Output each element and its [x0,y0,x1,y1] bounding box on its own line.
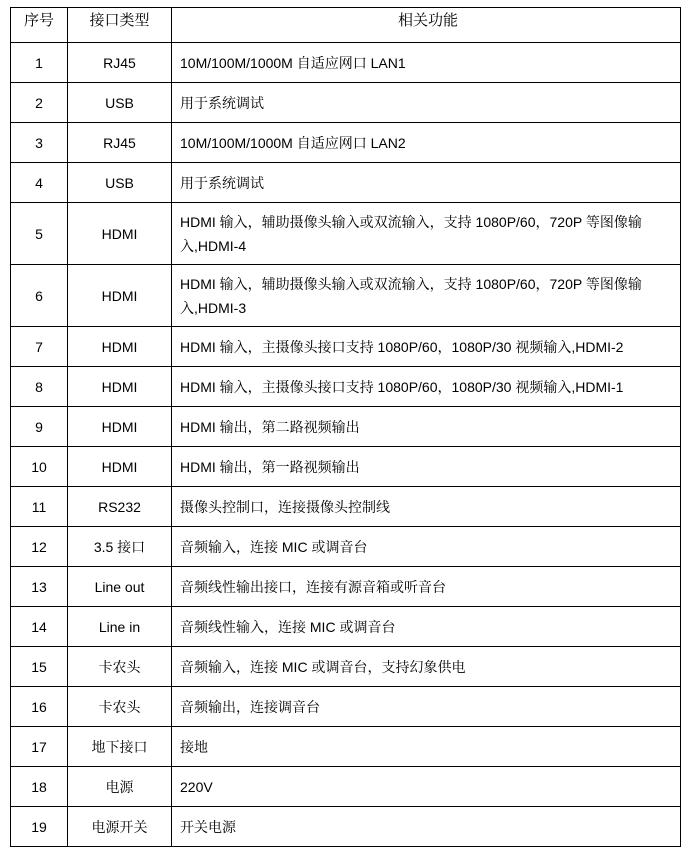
row-no: 15 [11,647,68,687]
row-type: Line out [68,567,172,607]
row-no: 5 [11,203,68,265]
row-func: 音频输入，连接 MIC 或调音台 [172,527,681,567]
row-type: Line in [68,607,172,647]
row-type: HDMI [68,367,172,407]
table-row [11,327,681,367]
row-func: 10M/100M/1000M 自适应网口 LAN1 [172,43,681,83]
table-row [11,647,681,687]
row-type: RS232 [68,487,172,527]
row-no: 8 [11,367,68,407]
row-type: 电源 [68,767,172,807]
row-no: 14 [11,607,68,647]
row-func: 音频线性输入，连接 MIC 或调音台 [172,607,681,647]
row-no: 18 [11,767,68,807]
row-type: 3.5 接口 [68,527,172,567]
row-type: HDMI [68,327,172,367]
table-row [11,43,681,83]
row-func: 音频线性输出接口，连接有源音箱或听音台 [172,567,681,607]
row-type: 电源开关 [68,807,172,847]
row-type: HDMI [68,265,172,327]
row-func: 10M/100M/1000M 自适应网口 LAN2 [172,123,681,163]
table-row [11,607,681,647]
row-func: 摄像头控制口，连接摄像头控制线 [172,487,681,527]
row-func: 用于系统调试 [172,163,681,203]
table-row [11,407,681,447]
row-no: 6 [11,265,68,327]
row-no: 11 [11,487,68,527]
table-row [11,163,681,203]
row-type: 地下接口 [68,727,172,767]
table-row [11,123,681,163]
row-type: RJ45 [68,43,172,83]
table-row [11,807,681,847]
row-no: 16 [11,687,68,727]
row-func: 接地 [172,727,681,767]
row-no: 19 [11,807,68,847]
row-no: 4 [11,163,68,203]
row-no: 3 [11,123,68,163]
table-row [11,447,681,487]
row-type: 卡农头 [68,647,172,687]
row-func: HDMI 输入，辅助摄像头输入或双流输入，支持 1080P/60，720P 等图像输入,HDMI-4 [172,203,681,265]
row-no: 13 [11,567,68,607]
header-func: 相关功能 [172,8,681,43]
row-no: 7 [11,327,68,367]
row-no: 1 [11,43,68,83]
row-no: 12 [11,527,68,567]
row-func: 音频输出，连接调音台 [172,687,681,727]
table-row [11,83,681,123]
table-row [11,727,681,767]
header-type: 接口类型 [68,8,172,43]
table-row [11,527,681,567]
table-row [11,767,681,807]
row-func: HDMI 输入，主摄像头接口支持 1080P/60，1080P/30 视频输入,HDMI-1 [172,367,681,407]
row-type: HDMI [68,407,172,447]
row-type: HDMI [68,203,172,265]
row-func: 用于系统调试 [172,83,681,123]
row-type: RJ45 [68,123,172,163]
row-type: USB [68,83,172,123]
row-no: 9 [11,407,68,447]
row-no: 17 [11,727,68,767]
interface-table [10,7,681,847]
row-func: HDMI 输入，主摄像头接口支持 1080P/60，1080P/30 视频输入,HDMI-2 [172,327,681,367]
row-func: 开关电源 [172,807,681,847]
header-no: 序号 [11,8,68,43]
row-type: USB [68,163,172,203]
row-func: HDMI 输入，辅助摄像头输入或双流输入，支持 1080P/60，720P 等图像输入,HDMI-3 [172,265,681,327]
row-no: 2 [11,83,68,123]
row-type: HDMI [68,447,172,487]
table-row [11,567,681,607]
table-row [11,203,681,265]
row-func: 音频输入，连接 MIC 或调音台，支持幻象供电 [172,647,681,687]
table-row [11,367,681,407]
row-func: HDMI 输出，第一路视频输出 [172,447,681,487]
table-row [11,487,681,527]
row-func: HDMI 输出，第二路视频输出 [172,407,681,447]
table-header-row [11,8,681,43]
row-func: 220V [172,767,681,807]
table-row [11,265,681,327]
row-no: 10 [11,447,68,487]
table-row [11,687,681,727]
row-type: 卡农头 [68,687,172,727]
